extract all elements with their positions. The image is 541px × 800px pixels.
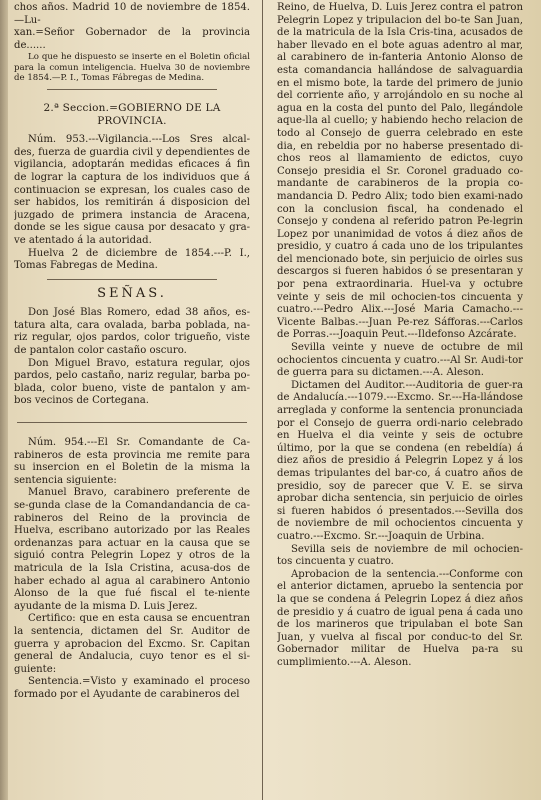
intro-line-1: chos años. Madrid 10 de noviembre de 1854.—Lu- [14, 2, 250, 26]
notice-953-signature: Huelva 2 de diciembre de 1854.---P. I., Tomas Fabregas de Medina. [14, 247, 250, 272]
intro-notice: Lo que he dispuesto se inserte en el Boletin oficial para la comun inteligencia. Huelva 30 de noviembre de 1854.—P. I., Tomas Fábregas de Medina. [14, 52, 250, 83]
separator-rule [47, 89, 217, 90]
separator-rule [17, 422, 247, 423]
notice-954-paragraph-b: Certifico: que en esta causa se encuentran la sentencia, dictamen del Sr. Auditor de guerra y aprobacion del Excmo. Sr. Capitan general de Andalucia, cuyo tenor es el si-guiente: [14, 613, 250, 675]
notice-954: Núm. 954.---El Sr. Comandante de Ca-rabineros de esta provincia me remite para su insercion en el Boletin de la misma la sentencia siguiente: [14, 437, 250, 486]
senas-paragraph-2: Don Miguel Bravo, estatura regular, ojos pardos, pelo castaño, nariz regular, barba po-blada, color bueno, viste de pantalon y am-bos vecinos de Cortegana. [14, 357, 250, 407]
left-column [14, 2, 250, 798]
right-paragraph-4: Sevilla seis de noviembre de mil ochocien-tos cincuenta y cuatro. [277, 543, 523, 568]
section-heading: 2.ª Seccion.=GOBIERNO DE LA PROVINCIA. [43, 101, 221, 127]
senas-heading: SEÑAS. [97, 285, 167, 301]
right-paragraph-1: Reino, de Huelva, D. Luis Jerez contra el patron Pelegrin Lopez y tripulacion del bo-te San Juan, de la matricula de la Isla Cris-tina, acusados de haber llevado en el bote aguas adentro al mar, al carabinero de in-fanteria Antonio Alonso de esta comandancia hallándose de salvaguardia en el mismo bote, la tarde del primero de junio del corriente año, y arrojándolo en su noche al agua en la costa del punto del Palo, llegándole aque-lla al cuello; y habiendo hecho relacion de todo al Consejo de guerra celebrado en este dia, en rebeldia por no haberse presentado di-chos reos al llamamiento de edictos, cuyo Consejo presidia el Sr. Coronel graduado co-mandante de carabineros de la propia co-mandancia D. Pedro Alix; todo bien exami-nado con la conclusion fiscal, ha condenado el Consejo y condena al referido patron Pe-legrin Lopez por unanimidad de votos á diez años de presidio, y cuatro á cada uno de los tripulantes del mencionado bote, sin perjuicio de oirles sus descargos si fueren habidos ó se presentaran y por pena extraordinaria. Huel-va y octubre veinte y seis de mil ochocien-tos cincuenta y cuatro.---Pedro Alix.---José Maria Camacho.---Vicente Balbas.---Juan Pe-rez Sáfforas.---Carlos de Porras.---Joaquin Peut.---Ildefonso Azcárate. [277, 2, 523, 341]
notice-954-paragraph-c: Sentencia.=Visto y examinado el proceso formado por el Ayudante de carabineros del [14, 676, 250, 700]
column-divider [262, 0, 263, 800]
right-paragraph-2: Sevilla veinte y nueve de octubre de mil ochocientos cincuenta y cuatro.---Al Sr. Audi-tor de guerra para su dictamen.---A. Aleson. [277, 342, 523, 379]
spacer [14, 408, 250, 416]
page-binding-shadow [0, 0, 8, 800]
notice-954-paragraph-a: Manuel Bravo, carabinero preferente de se-gunda clase de la Comandandancia de ca-rabineros del Reino de la provincia de Huelva, escribano autorizado por las Reales ordenanzas para actuar en la causa que se siguió contra Pelegrin Lopez y otros de la matricula de la Isla Cristina, acusa-dos de haber echado al agua al carabinero Antonio Alonso de la que fué fiscal el te-niente ayudante de la misma D. Luis Jerez. [14, 487, 250, 612]
right-paragraph-5: Aprobacion de la sentencia.---Conforme con el anterior dictamen, apruebo la sentencia por la que se condena á Pelegrin Lopez á diez años de presidio y á cuatro de igual pena á cada uno de los marineros que tripulaban el bote San Juan, y vuelva al fiscal por conduc-to del Sr. Gobernador militar de Huelva pa-ra su cumplimiento.---A. Aleson. [277, 568, 523, 668]
separator-rule [47, 279, 217, 280]
spacer [14, 429, 250, 437]
right-column [277, 2, 523, 798]
notice-953: Núm. 953.---Vigilancia.---Los Sres alcal-des, fuerza de guardia civil y dependientes de vigilancia, adoptarán medidas eficaces á fin de lograr la captura de los individuos que á continuacion se expresan, los cuales caso de ser habidos, los remitirán á disposicion del juzgado de primera instancia de Aracena, donde se les sigue causa por desacato y gra-ve atentado á la autoridad. [14, 134, 250, 246]
right-paragraph-3: Dictamen del Auditor.---Auditoria de guer-ra de Andalucía.---1079.---Excmo. Sr.---Ha-llándose arreglada y conforme la sentencia pronunciada por el Consejo de guerra ordi-nario celebrado en Huelva el dia veinte y seis de octubre último, por la que se condena (en rebeldía) á diez años de presidio á Pelegrin Lopez y á los demas tripulantes del bar-co, á cuatro años de presidio, soy de parecer que V. E. se sirva aprobar dicha sentencia, sin perjuicio de oirles si fueren habidos ó presentados.---Sevilla dos de noviembre de mil ochocientos cincuenta y cuatro.---Excmo. Sr.---Joaquin de Urbina. [277, 379, 523, 542]
senas-paragraph-1: Don José Blas Romero, edad 38 años, es-tatura alta, cara ovalada, barba poblada, na-riz regular, ojos pardos, color trigueño, viste de pantalon color castaño oscuro. [14, 307, 250, 357]
intro-line-2: xan.=Señor Gobernador de la provincia de...... [14, 27, 250, 51]
